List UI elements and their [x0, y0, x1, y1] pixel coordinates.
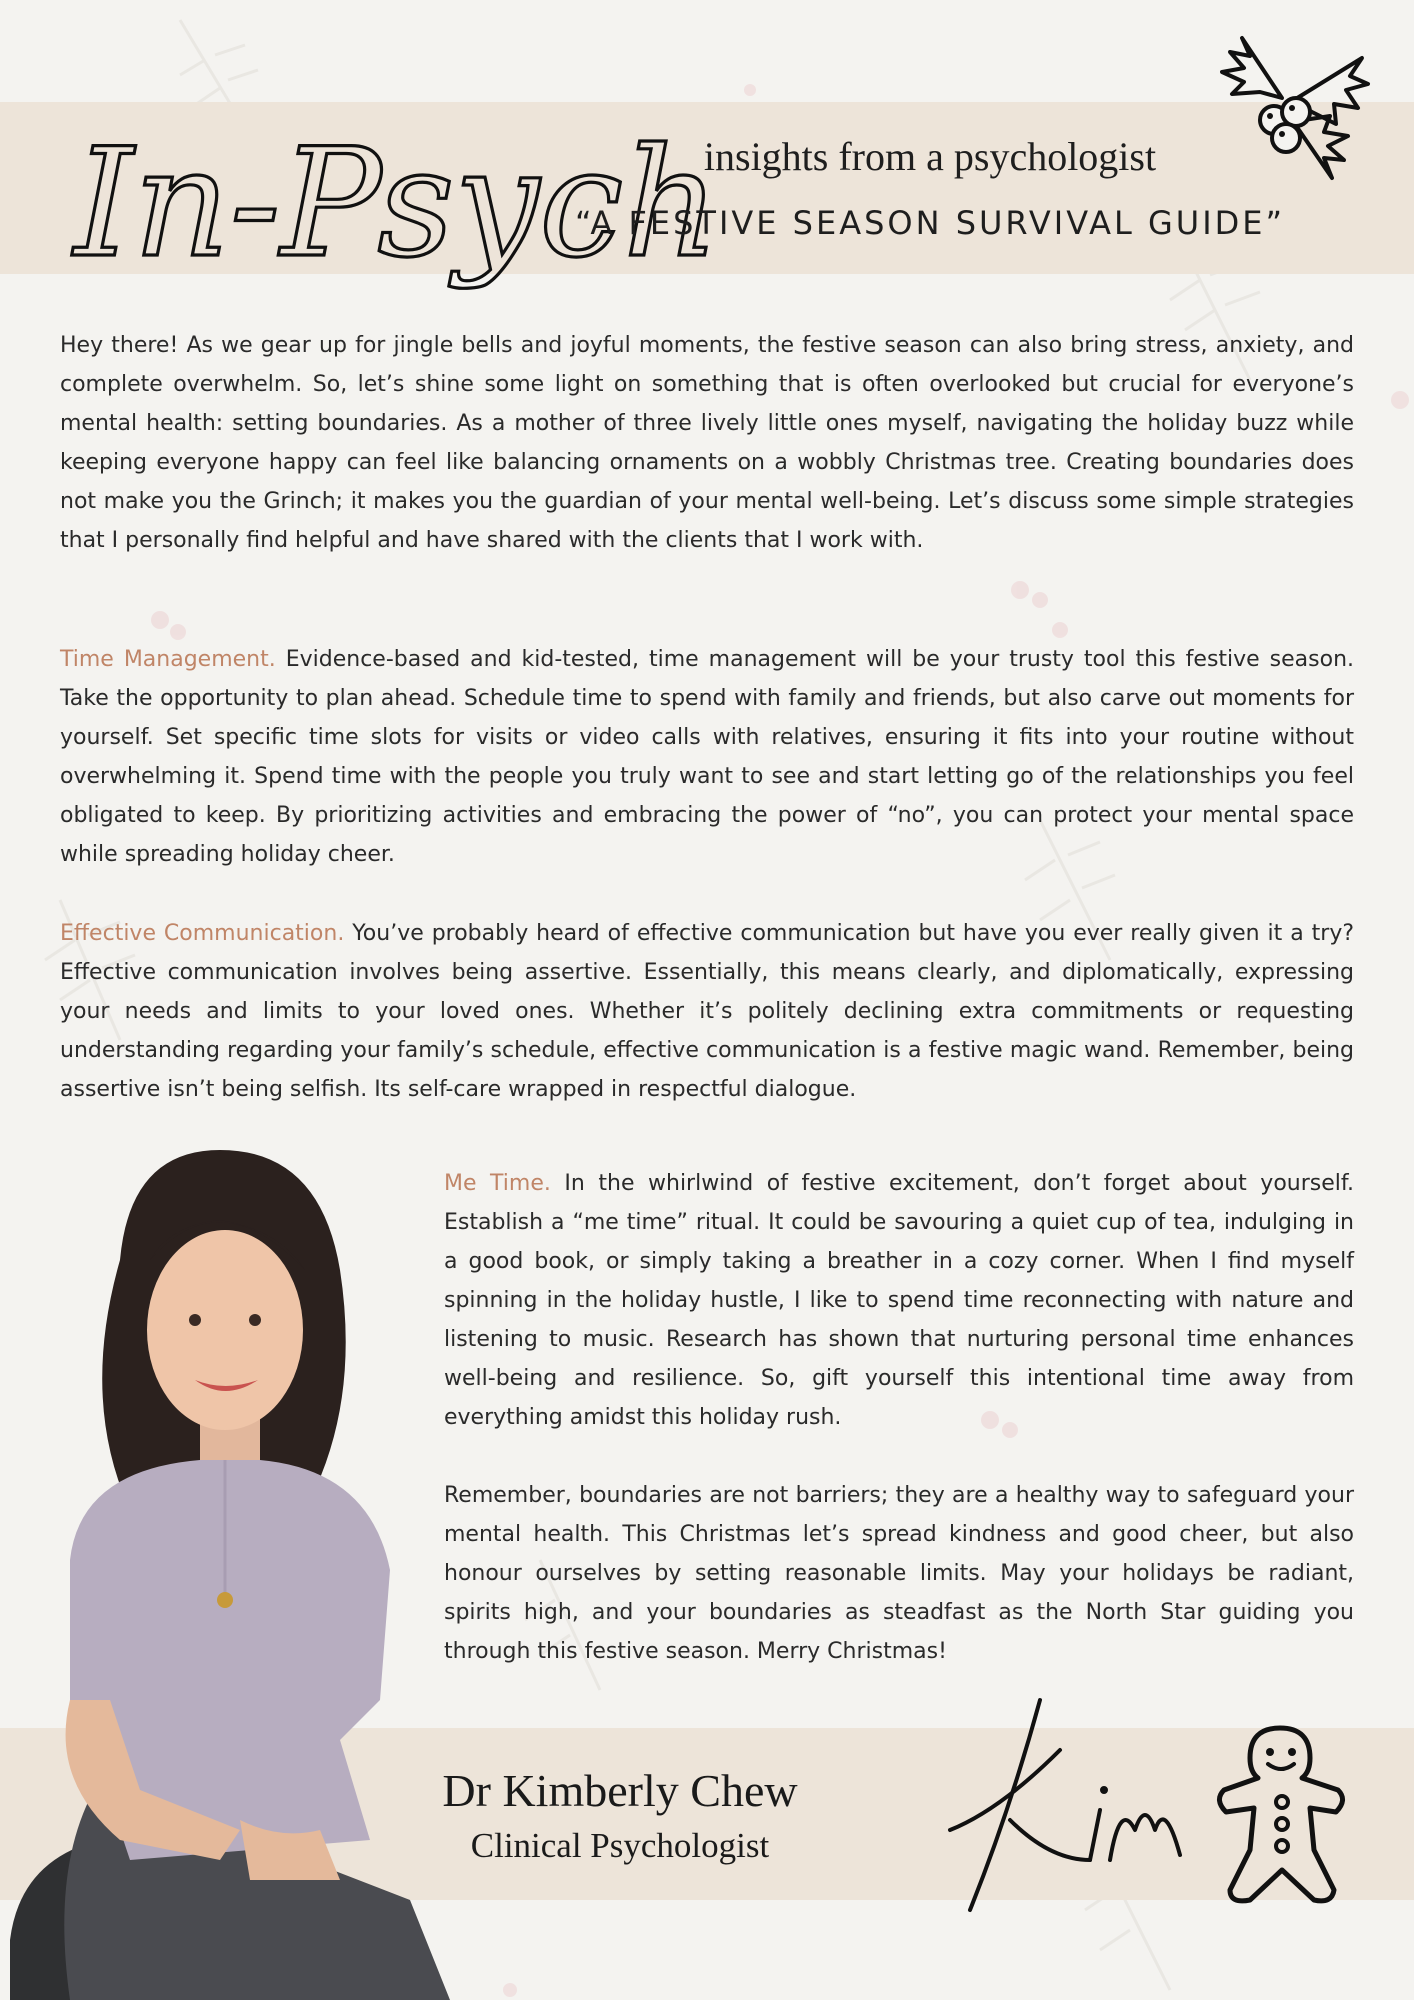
time-management-paragraph	[60, 640, 1354, 874]
handwritten-signature	[940, 1690, 1200, 1930]
section-text: In the whirlwind of festive excitement, don’t forget about yourself. Establish a “me time” ritual. It could be savouring a quiet cup of tea, indulging in a good book, or simply taking a breather in a cozy corner. When I find myself spinning in the holiday hustle, I like to spend time reconnecting with nature and listening to music. Research has shown that nurturing personal time enhances well-being and resilience. So, gift yourself this intentional time away from everything amidst this holiday rush.	[444, 1171, 1355, 1430]
author-name: Dr Kimberly Chew	[442, 1765, 798, 1816]
author-portrait	[10, 1140, 480, 2000]
section-heading: Me Time.	[444, 1171, 551, 1196]
closing-paragraph: Remember, boundaries are not barriers; they are a healthy way to safeguard your mental health. This Christmas let’s spread kindness and good cheer, but also honour ourselves by setting reasonable limits. May your holidays be radiant, spirits high, and your boundaries as steadfast as the North Star guiding you through this festive season. Merry Christmas!	[444, 1483, 1354, 1664]
author-role: Clinical Psychologist	[470, 1826, 770, 1865]
section-text: You’ve probably heard of effective communication but have you ever really given it a try? Effective communication involves being assertive. Essentially, this means clearly, and diplomatically, expressing your needs and limits to your loved ones. Whether it’s politely declining extra commitments or requesting understanding regarding your family’s schedule, effective communication is a festive magic wand. Remember, being assertive isn’t being selfish. Its self-care wrapped in respectful dialogue.	[60, 921, 1355, 1102]
in-psych-logo	[64, 70, 720, 330]
me-time-paragraph	[444, 1164, 1354, 1437]
section-text: Evidence-based and kid-tested, time management will be your trusty tool this festive season. Take the opportunity to plan ahead. Schedule time to spend with family and friends, but also carve out moments for yourself. Set specific time slots for visits or video calls with relatives, ensuring it fits into your routine without overwhelming it. Spend time with the people you truly want to see and start letting go of the relationships you feel obligated to keep. By prioritizing activities and embracing the power of “no”, you can protect your mental space while spreading holiday cheer.	[60, 647, 1355, 867]
holly-icon	[1212, 28, 1372, 188]
svg-text:In-Psych: In-Psych	[74, 117, 720, 291]
gingerbread-icon	[1210, 1720, 1350, 1910]
effective-communication-paragraph	[60, 914, 1354, 1109]
guide-title: “A FESTIVE SEASON SURVIVAL GUIDE”	[574, 204, 1286, 242]
section-heading: Time Management.	[60, 647, 276, 672]
tagline: insights from a psychologist	[703, 134, 1157, 179]
section-heading: Effective Communication.	[60, 921, 345, 946]
intro-paragraph: Hey there! As we gear up for jingle bells and joyful moments, the festive season can also bring stress, anxiety, and complete overwhelm. So, let’s shine some light on something that is often overlooked but crucial for everyone’s mental health: setting boundaries. As a mother of three lively little ones myself, navigating the holiday buzz while keeping everyone happy can feel like balancing ornaments on a wobbly Christmas tree. Creating boundaries does not make you the Grinch; it makes you the guardian of your mental well-being. Let’s discuss some simple strategies that I personally find helpful and have shared with the clients that I work with.	[60, 333, 1354, 553]
